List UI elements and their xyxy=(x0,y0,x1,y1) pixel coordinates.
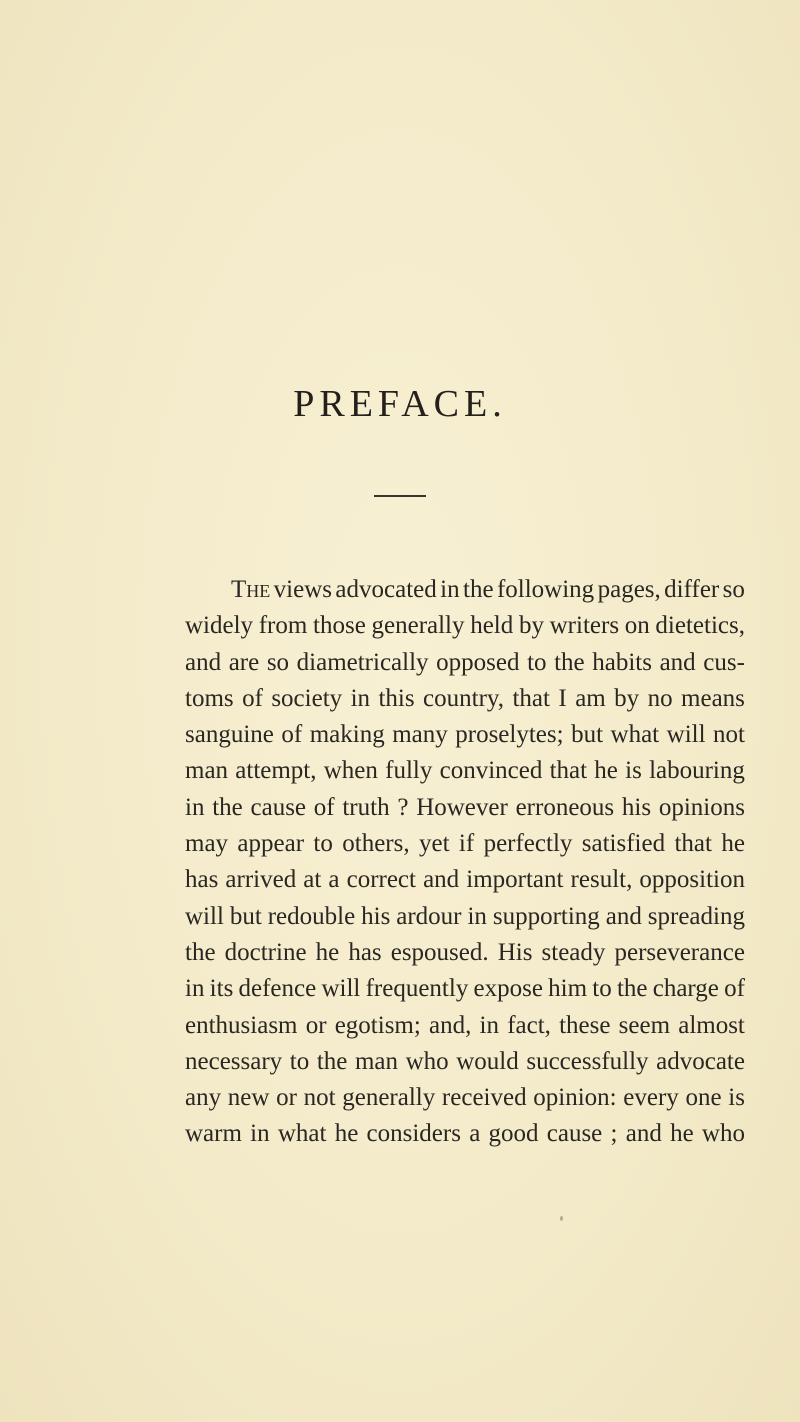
word: country, xyxy=(423,684,505,712)
word: received xyxy=(441,1084,527,1112)
word: has xyxy=(348,938,382,966)
word: redouble xyxy=(267,902,356,930)
word: spreading xyxy=(647,902,745,930)
text-line xyxy=(185,899,745,935)
word: attempt, xyxy=(235,757,317,785)
word: advocate xyxy=(656,1047,745,1075)
word: and xyxy=(185,648,222,676)
word: opinion: xyxy=(533,1084,617,1112)
word: in xyxy=(440,576,460,603)
word: opposition xyxy=(639,866,745,894)
word: generally xyxy=(342,1084,436,1112)
word: his xyxy=(621,793,652,821)
word: may xyxy=(185,830,229,858)
word: arrived xyxy=(225,866,297,894)
paper-speck xyxy=(560,1216,563,1221)
word: at xyxy=(303,866,322,894)
word: means xyxy=(681,684,745,712)
text-line xyxy=(185,1116,745,1152)
word: that xyxy=(549,757,588,785)
word: one xyxy=(685,1084,722,1112)
word: no xyxy=(647,684,673,712)
word: expose xyxy=(473,975,543,1003)
word: by xyxy=(518,612,544,640)
word: following xyxy=(496,576,595,603)
word: cause xyxy=(250,793,307,821)
word: espoused. xyxy=(390,938,489,966)
word: perseverance xyxy=(614,938,745,966)
word: labouring xyxy=(649,757,745,785)
word: ardour xyxy=(396,902,462,930)
word: making xyxy=(309,721,385,749)
text-line xyxy=(185,790,745,826)
word: others, xyxy=(342,830,410,858)
word: views xyxy=(273,576,332,603)
word: that xyxy=(674,830,712,858)
word: differ xyxy=(664,576,720,603)
word: generally xyxy=(371,612,465,640)
word: he xyxy=(315,938,340,966)
word: these xyxy=(559,1011,611,1039)
word: the xyxy=(463,576,494,603)
word: the xyxy=(316,1047,348,1075)
word: in xyxy=(185,975,205,1003)
word: truth xyxy=(342,793,390,821)
word: to xyxy=(527,648,547,676)
word: from xyxy=(258,612,308,640)
word: cus- xyxy=(703,648,745,676)
word: he xyxy=(334,1120,359,1148)
word: good xyxy=(488,1120,539,1148)
word: by xyxy=(614,684,640,712)
word: warm xyxy=(185,1120,242,1148)
word: writers xyxy=(549,612,620,640)
page-title: PREFACE. xyxy=(293,383,507,425)
word: so xyxy=(722,576,745,603)
word: has xyxy=(185,866,219,894)
word: he xyxy=(594,757,618,785)
word: the xyxy=(212,793,243,821)
word: cause xyxy=(546,1120,603,1148)
word: but xyxy=(571,721,604,749)
word: would xyxy=(456,1047,519,1075)
word: dietetics, xyxy=(655,612,745,640)
word: man xyxy=(354,1047,398,1075)
word: doctrine xyxy=(224,938,307,966)
word: appear xyxy=(237,830,305,858)
word: a xyxy=(328,866,340,894)
word: However xyxy=(416,793,508,821)
word: what xyxy=(277,1120,327,1148)
word: defence xyxy=(238,975,317,1003)
word: so xyxy=(266,648,290,676)
word: who xyxy=(701,1120,745,1148)
word: correct xyxy=(346,866,416,894)
word: and xyxy=(423,866,460,894)
word: what xyxy=(610,721,660,749)
word: and xyxy=(605,902,642,930)
word: and, xyxy=(429,1011,472,1039)
word: will xyxy=(666,721,706,749)
word: fully xyxy=(385,757,433,785)
text-line xyxy=(185,862,745,898)
word: habits xyxy=(592,648,652,676)
word: egotism; xyxy=(334,1011,421,1039)
word: fact, xyxy=(507,1011,551,1039)
word: he xyxy=(721,830,745,858)
text-line xyxy=(185,826,745,862)
word: the xyxy=(185,938,216,966)
word: when xyxy=(323,757,378,785)
word: yet xyxy=(418,830,450,858)
word: am xyxy=(575,684,606,712)
word: toms xyxy=(185,684,234,712)
word: the xyxy=(616,975,648,1003)
word: diametrically xyxy=(296,648,429,676)
text-line xyxy=(185,971,745,1007)
text-line xyxy=(185,645,745,681)
word: or xyxy=(276,1084,297,1112)
word: His xyxy=(497,938,533,966)
word: almost xyxy=(678,1011,745,1039)
word: of xyxy=(724,975,745,1003)
word: and xyxy=(625,1120,662,1148)
word: ? xyxy=(397,793,409,821)
word: its xyxy=(209,975,234,1003)
word: charge xyxy=(652,975,719,1003)
word: necessary xyxy=(185,1047,283,1075)
word: to xyxy=(592,975,612,1003)
word: enthusiasm xyxy=(185,1011,298,1039)
text-line xyxy=(185,1080,745,1116)
word: he xyxy=(670,1120,694,1148)
word: of xyxy=(242,684,263,712)
text-line xyxy=(185,717,745,753)
word: new xyxy=(227,1084,270,1112)
word: widely xyxy=(185,612,254,640)
word: will xyxy=(185,902,224,930)
word: is xyxy=(625,757,642,785)
word: in xyxy=(350,684,371,712)
text-line xyxy=(185,1008,745,1044)
word: perfectly xyxy=(483,830,573,858)
word: but xyxy=(229,902,262,930)
title-rule xyxy=(374,495,426,497)
word: every xyxy=(623,1084,679,1112)
word: society xyxy=(271,684,343,712)
word: to xyxy=(313,830,333,858)
word: not xyxy=(303,1084,336,1112)
word: considers xyxy=(366,1120,461,1148)
text-line xyxy=(185,753,745,789)
word: a xyxy=(469,1120,481,1148)
word: those xyxy=(313,612,366,640)
word: sanguine xyxy=(185,721,274,749)
text-line xyxy=(185,681,745,717)
word: of xyxy=(313,793,335,821)
word: are xyxy=(228,648,260,676)
text-line xyxy=(185,935,745,971)
text-line xyxy=(185,572,745,608)
word: in xyxy=(250,1120,270,1148)
word: I xyxy=(558,684,567,712)
word: opposed xyxy=(436,648,520,676)
word: in xyxy=(467,902,487,930)
word: any xyxy=(185,1084,222,1112)
word: ; xyxy=(610,1120,618,1148)
word: that xyxy=(512,684,550,712)
word: and xyxy=(659,648,696,676)
word: in xyxy=(185,793,205,821)
word: man xyxy=(185,757,229,785)
word: on xyxy=(624,612,650,640)
word: in xyxy=(479,1011,499,1039)
word: many xyxy=(392,721,448,749)
word: his xyxy=(361,902,391,930)
word: held xyxy=(470,612,514,640)
word: supporting xyxy=(492,902,600,930)
word: if xyxy=(458,830,475,858)
word: this xyxy=(378,684,415,712)
word: result, xyxy=(570,866,633,894)
word: steady xyxy=(541,938,606,966)
word: satisfied xyxy=(581,830,666,858)
word: who xyxy=(405,1047,449,1075)
word: is xyxy=(728,1084,745,1112)
word: advocated xyxy=(335,576,437,603)
lead-word: The xyxy=(231,576,271,603)
word: frequently xyxy=(365,975,469,1003)
text-line xyxy=(185,1044,745,1080)
word: or xyxy=(305,1011,327,1039)
word: to xyxy=(289,1047,310,1075)
word: will xyxy=(321,975,361,1003)
word: important xyxy=(466,866,564,894)
word: seem xyxy=(618,1011,671,1039)
word: not xyxy=(713,721,745,749)
text-line xyxy=(185,608,745,644)
word: erroneous xyxy=(515,793,615,821)
preface-paragraph xyxy=(185,572,745,1153)
word: successfully xyxy=(526,1047,649,1075)
word: of xyxy=(281,721,303,749)
word: pages, xyxy=(597,576,661,603)
word: opinions xyxy=(658,793,745,821)
word: him xyxy=(548,975,588,1003)
word: proselytes; xyxy=(455,721,564,749)
word: the xyxy=(554,648,585,676)
word: convinced xyxy=(439,757,543,785)
